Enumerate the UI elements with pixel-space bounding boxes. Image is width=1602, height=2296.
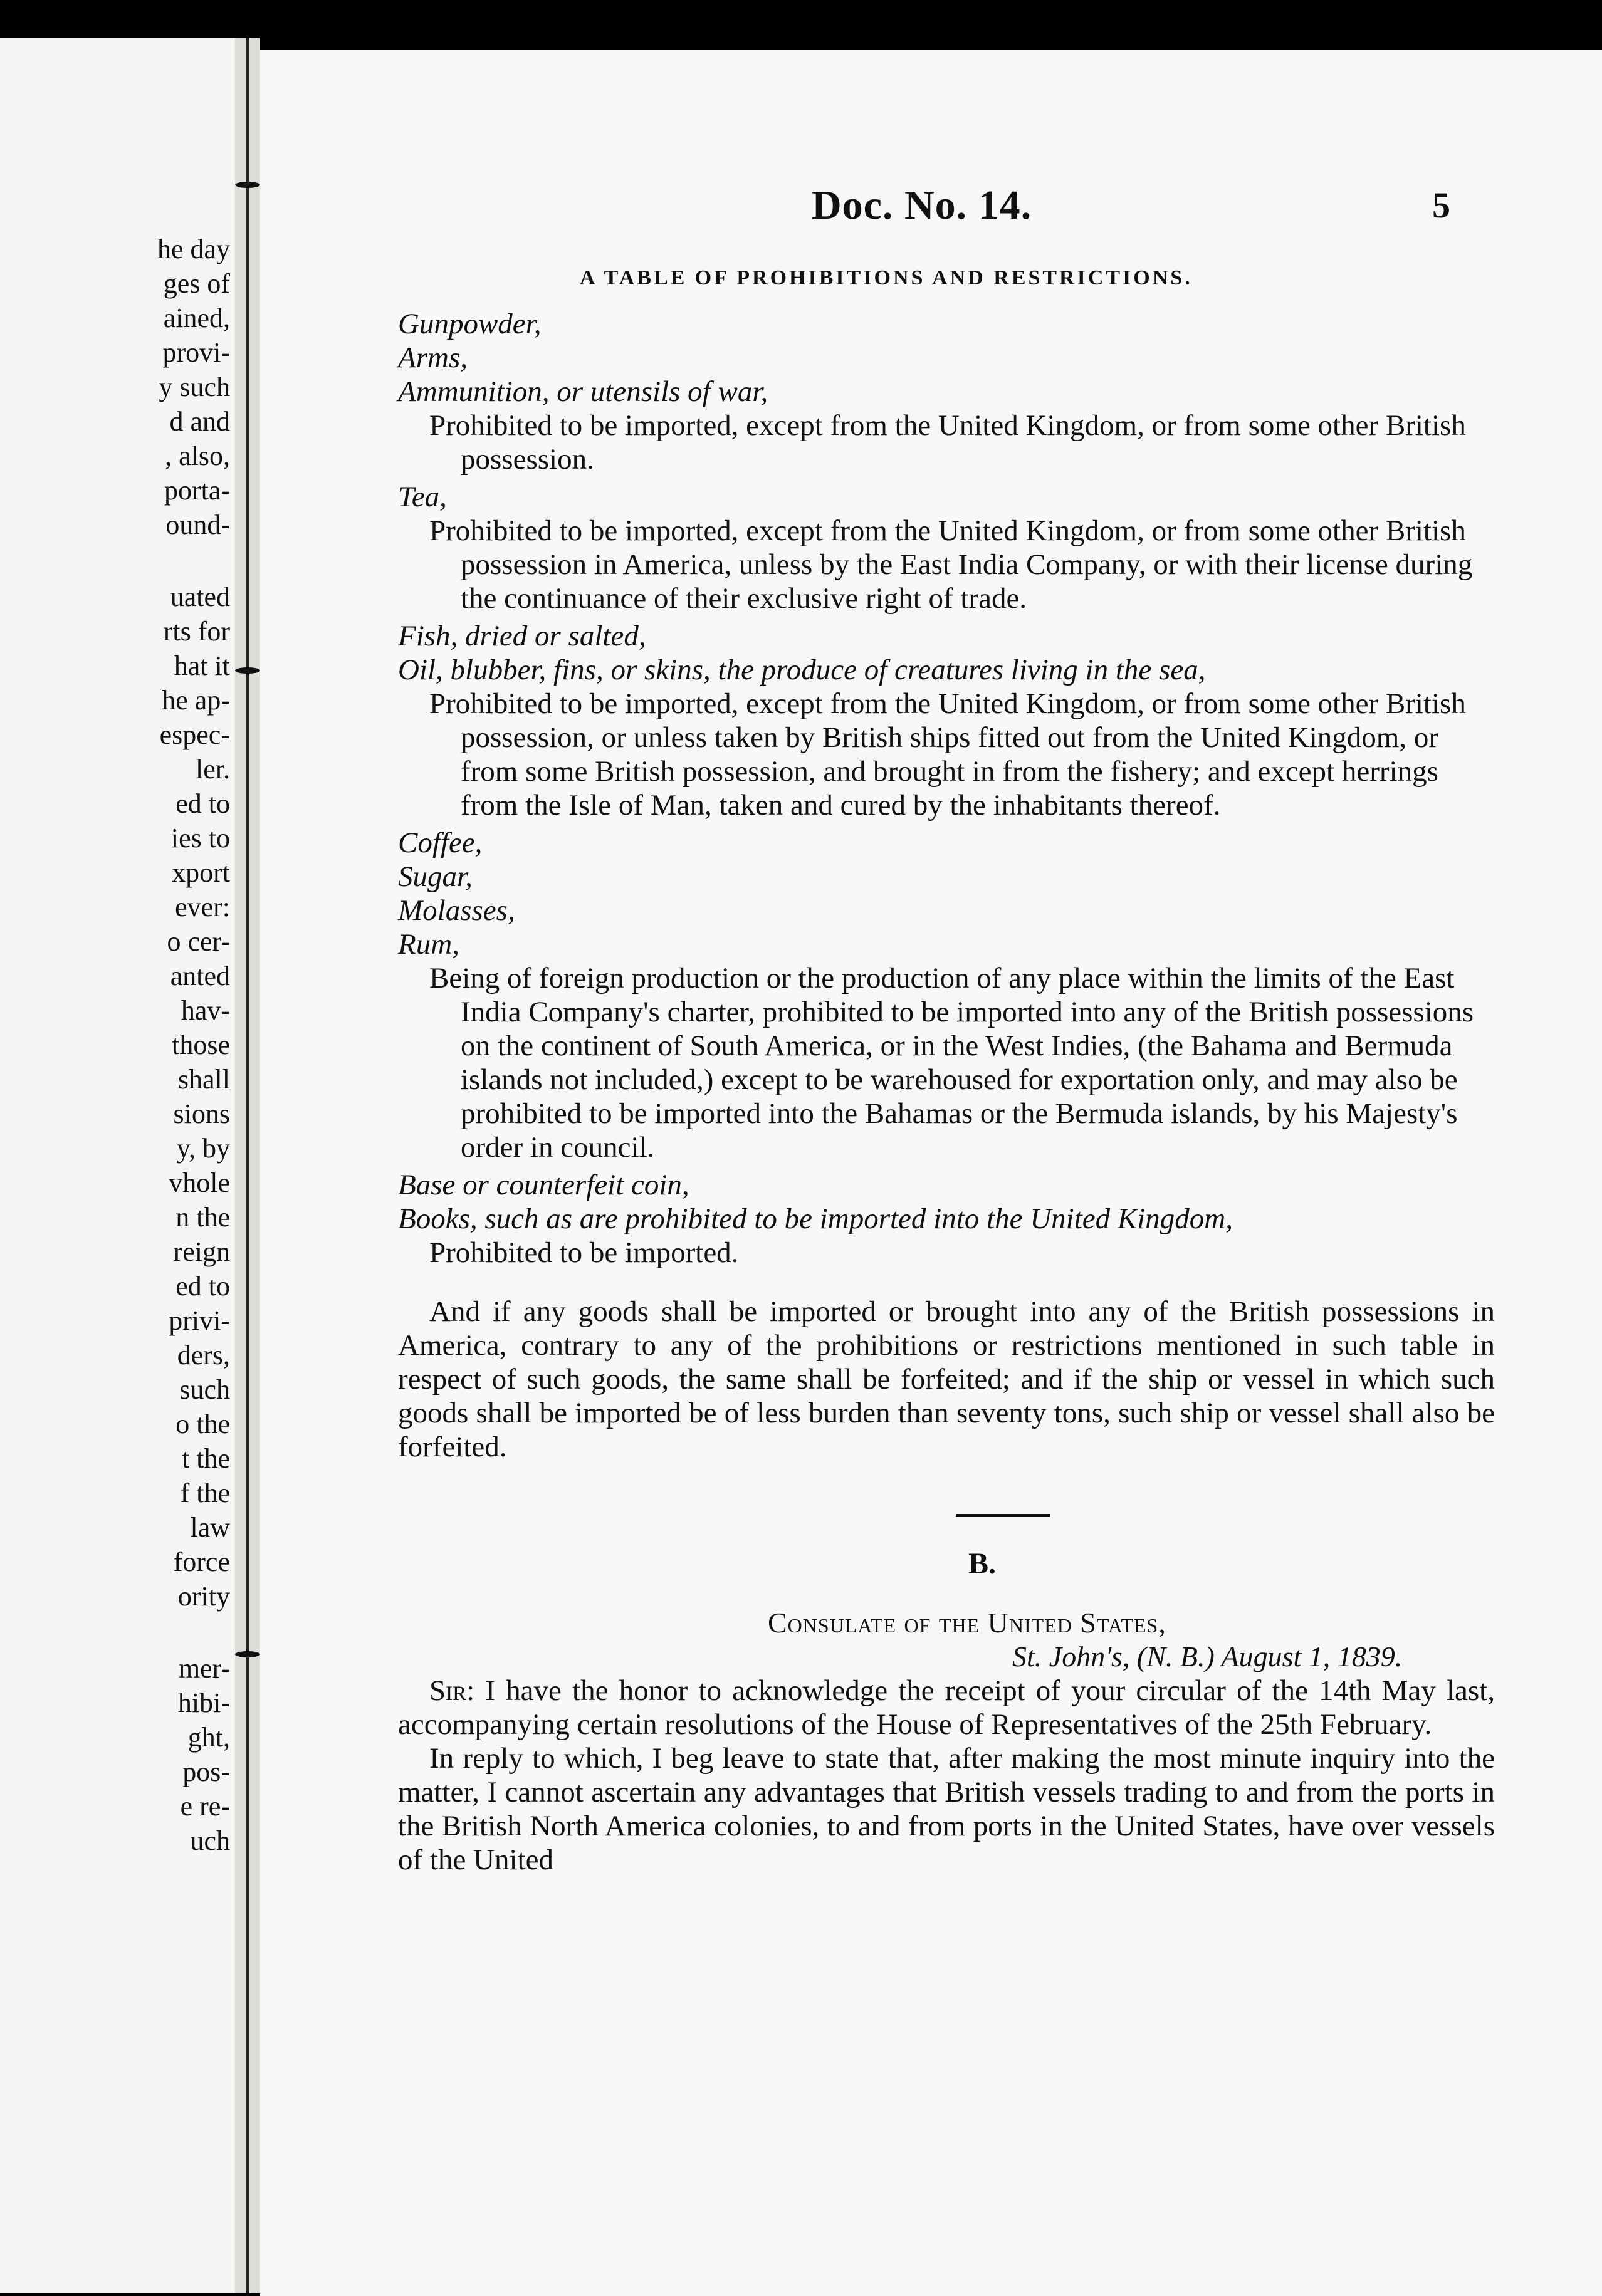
left-page-line: reign [173, 1236, 230, 1267]
prohibited-item: Tea, [398, 481, 447, 513]
left-page-line: ed to [175, 1271, 230, 1302]
paragraph-1-text: I have the honor to acknowledge the receipt of your circular of the 14th May last, accompanying certain resolutions of the House of Representatives of the 25th February. [398, 1674, 1495, 1741]
prohibitions-table [398, 307, 1495, 1270]
salutation: Sir: [429, 1674, 475, 1707]
prohibition-entry [398, 307, 1495, 476]
left-page-line: d and [169, 406, 230, 437]
left-page-line: uch [190, 1825, 230, 1856]
left-page-line: , also, [165, 441, 230, 471]
left-page-line: ght, [187, 1722, 230, 1753]
prohibited-item: Coffee, [398, 827, 483, 859]
prohibition-description: Being of foreign production or the production of any place within the limits of the East India Company's charter, prohibited to be imported into any of the British possessions on the continent of South America, or in the West Indies, (the Bahama and Bermuda islands not included,) except to be warehoused for exportation only, and may also be prohibited to be imported into the Bahamas or the Bermuda islands, by his Majesty's order in council. [429, 962, 1474, 1164]
left-page-line: y, by [176, 1133, 230, 1164]
prohibited-item: Sugar, [398, 860, 473, 893]
left-page-line: y such [159, 372, 230, 402]
prohibited-item: Books, such as are prohibited to be imported into the United Kingdom, [398, 1203, 1233, 1235]
spine-stitch-mark [235, 667, 260, 674]
left-page-line: vhole [169, 1167, 230, 1198]
left-page-line: ained, [163, 303, 230, 333]
left-page-line: ler. [196, 754, 230, 785]
left-page-line: such [179, 1374, 230, 1405]
prohibition-description: Prohibited to be imported, except from the United Kingdom, or from some other British possession, or unless taken by British ships fitted out from the United Kingdom, or from some British possession, and brought in from the fishery; and except herrings from the Isle of Man, taken and cured by the inhabitants thereof. [429, 687, 1466, 822]
left-page-line: o the [175, 1409, 230, 1439]
prohibited-item: Oil, blubber, fins, or skins, the produce of creatures living in the sea, [398, 654, 1206, 686]
document-number: Doc. No. 14. [812, 182, 1032, 228]
left-page-line: e re- [180, 1791, 230, 1822]
prohibition-description-wrap [398, 687, 1495, 822]
left-page-line: hav- [181, 995, 230, 1026]
prohibition-description-wrap [398, 1236, 1495, 1270]
letter-paragraph-1 [398, 1674, 1495, 1741]
left-page-line: o cer- [167, 926, 230, 957]
prohibited-item: Ammunition, or utensils of war, [398, 375, 768, 408]
left-page-line: rts for [163, 616, 230, 647]
letter-dateline [1012, 1640, 1495, 1674]
prohibition-entry [398, 826, 1495, 1164]
page-header [260, 182, 1602, 251]
left-page-line: sions [173, 1098, 230, 1129]
left-page-line: porta- [164, 475, 230, 506]
left-page-line: ever: [175, 892, 230, 922]
spine-line [246, 38, 249, 2293]
prohibited-item: Molasses, [398, 894, 515, 927]
left-page-line: provi- [162, 337, 230, 368]
left-page-text [157, 232, 230, 1858]
left-page-line: law [190, 1512, 230, 1543]
closing-paragraph: And if any goods shall be imported or brought into any of the British possessions in America, contrary to any of the prohibitions or restrictions mentioned in such table in respect of such goods, the same shall be forfeited; and if the ship or vessel in which such goods shall be imported be of less burden than seventy tons, such ship or vessel shall also be forfeited. [398, 1295, 1495, 1463]
left-page-line: anted [170, 961, 230, 991]
prohibited-item: Arms, [398, 342, 468, 374]
left-page-line: xport [172, 857, 230, 888]
document-body [260, 307, 1495, 1877]
left-page-line [157, 542, 230, 580]
left-page-line: ound- [165, 509, 230, 540]
prohibition-description: Prohibited to be imported, except from the United Kingdom, or from some other British possession in America, unless by the East India Company, or with their license during the continuance of their exclusive right of trade. [429, 514, 1473, 615]
left-page-line: f the [180, 1478, 230, 1508]
table-title: A TABLE OF PROHIBITIONS AND RESTRICTIONS. [580, 266, 1193, 290]
prohibited-item: Base or counterfeit coin, [398, 1169, 689, 1201]
prohibited-item: Fish, dried or salted, [398, 620, 646, 652]
spine-stitch-mark [235, 1651, 260, 1657]
consulate-heading: Consulate of the United States, [768, 1607, 1166, 1639]
left-page-line: he ap- [162, 685, 230, 716]
prohibited-item: Rum, [398, 928, 459, 961]
dateline-text: St. John's, (N. B.) August 1, 1839. [1012, 1641, 1403, 1672]
section-divider [956, 1514, 1050, 1517]
document-page [260, 50, 1602, 2296]
letter-paragraph-2: In reply to which, I beg leave to state that, after making the most minute inquiry into the matter, I cannot ascertain any advantages that British vessels trading to and from the ports in the British North America colonies, to and from ports in the United States, have over vessels of the United [398, 1742, 1495, 1876]
left-page-line: ed to [175, 788, 230, 819]
left-page-line: t the [182, 1443, 230, 1474]
prohibition-description-wrap [398, 514, 1495, 615]
left-page-line: ders, [177, 1340, 230, 1370]
left-page-line: espec- [159, 719, 230, 750]
left-page-line: hat it [174, 650, 230, 681]
left-page-line: pos- [182, 1756, 230, 1787]
left-page-line: he day [157, 234, 230, 264]
left-page-line: shall [177, 1064, 230, 1095]
left-page-fragment [0, 38, 235, 2293]
prohibition-entry [398, 1168, 1495, 1270]
left-page-line: hibi- [177, 1688, 230, 1718]
prohibition-entry [398, 480, 1495, 615]
spine-stitch-mark [235, 182, 260, 188]
prohibition-description: Prohibited to be imported, except from the United Kingdom, or from some other British possession. [429, 409, 1466, 476]
section-label: B. [968, 1547, 997, 1580]
left-page-line: n the [175, 1202, 230, 1233]
page-number: 5 [1432, 185, 1450, 226]
prohibition-description-wrap [398, 961, 1495, 1164]
left-page-line: force [173, 1547, 230, 1577]
prohibition-description-wrap [398, 409, 1495, 476]
left-page-line: ority [177, 1581, 230, 1612]
left-page-line: privi- [169, 1305, 230, 1336]
prohibition-description: Prohibited to be imported. [429, 1236, 739, 1269]
prohibition-entry [398, 619, 1495, 822]
left-page-line: ges of [163, 268, 230, 299]
left-page-line: mer- [178, 1653, 230, 1684]
left-page-line [157, 1614, 230, 1651]
left-page-line: ies to [170, 823, 230, 853]
left-page-line: those [172, 1030, 230, 1060]
left-page-line: uated [170, 582, 230, 612]
prohibited-item: Gunpowder, [398, 308, 542, 340]
